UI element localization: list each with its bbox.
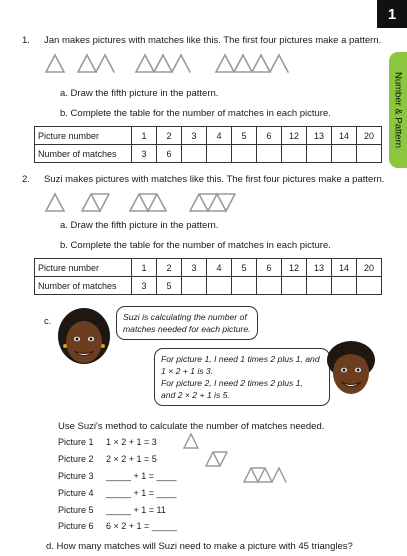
suzi-illustration [324, 340, 378, 400]
question-2d: d. How many matches will Suzi need to make a picture with 45 triangles? [46, 541, 353, 552]
answer-cell[interactable] [232, 277, 257, 295]
table-row [35, 259, 382, 277]
method-expression[interactable]: _____ + 1 = 11 [106, 505, 166, 515]
bubble-line: Suzi is calculating the number of [123, 312, 247, 322]
table-cell: 3 [182, 127, 207, 145]
answer-cell[interactable] [282, 145, 307, 163]
question-2c-label: c. [44, 316, 52, 327]
question-1-text: Jan makes pictures with matches like this. The first four pictures make a pattern. [44, 35, 382, 46]
table-cell: 4 [207, 127, 232, 145]
question-2-table [34, 258, 382, 295]
answer-cell[interactable] [332, 277, 357, 295]
pattern-picture-2 [82, 194, 109, 211]
bubble-line: and 2 × 2 + 1 is 5. [161, 390, 230, 400]
page-number: 1 [377, 0, 407, 28]
row-label: Number of matches [35, 145, 132, 163]
table-row [35, 127, 382, 145]
bubble-line: matches needed for each picture. [123, 324, 251, 334]
question-1a: a. Draw the fifth picture in the pattern. [60, 88, 219, 99]
method-expression[interactable]: _____ + 1 = ____ [106, 471, 177, 481]
table-cell: 4 [207, 259, 232, 277]
question-1-table [34, 126, 382, 163]
table-cell: 2 [157, 259, 182, 277]
pattern-picture-1 [46, 194, 64, 211]
table-cell: 12 [282, 127, 307, 145]
method-expression[interactable]: _____ + 1 = ____ [106, 488, 177, 498]
table-cell: 3 [132, 277, 157, 295]
method-triangles [180, 432, 300, 490]
method-expression: 1 × 2 + 1 = 3 [106, 437, 157, 447]
answer-cell[interactable] [282, 277, 307, 295]
girl-illustration [56, 306, 112, 372]
answer-cell[interactable] [307, 277, 332, 295]
table-cell: 6 [157, 145, 182, 163]
answer-cell[interactable] [182, 145, 207, 163]
table-cell: 3 [182, 259, 207, 277]
question-1b: b. Complete the table for the number of matches in each picture. [60, 108, 331, 119]
answer-cell[interactable] [257, 145, 282, 163]
answer-cell[interactable] [332, 145, 357, 163]
table-cell: 12 [282, 259, 307, 277]
pattern-picture-3 [136, 55, 190, 72]
method-label: Picture 5 [58, 505, 94, 515]
answer-cell[interactable] [257, 277, 282, 295]
section-tab [389, 52, 407, 168]
question-1-number: 1. [22, 35, 30, 46]
jan-match-pattern [40, 52, 340, 74]
answer-cell[interactable] [357, 277, 382, 295]
table-cell: 13 [307, 127, 332, 145]
speech-bubble-1 [116, 306, 258, 340]
table-cell: 6 [257, 259, 282, 277]
table-cell: 14 [332, 259, 357, 277]
table-cell: 14 [332, 127, 357, 145]
table-row [35, 145, 382, 163]
table-cell: 1 [132, 259, 157, 277]
question-2b: b. Complete the table for the number of matches in each picture. [60, 240, 331, 251]
table-cell: 5 [232, 127, 257, 145]
answer-cell[interactable] [232, 145, 257, 163]
method-label: Picture 3 [58, 471, 94, 481]
method-picture-3 [244, 468, 286, 482]
table-cell: 20 [357, 127, 382, 145]
method-picture-1 [184, 434, 198, 448]
question-2-text: Suzi makes pictures with matches like this. The first four pictures make a pattern. [44, 174, 385, 185]
table-cell: 6 [257, 127, 282, 145]
method-expression[interactable]: 6 × 2 + 1 = _____ [106, 521, 177, 531]
method-label: Picture 1 [58, 437, 94, 447]
table-cell: 1 [132, 127, 157, 145]
method-label: Picture 4 [58, 488, 94, 498]
pattern-picture-2 [78, 55, 114, 72]
answer-cell[interactable] [182, 277, 207, 295]
answer-cell[interactable] [207, 145, 232, 163]
bubble-line: For picture 1, I need 1 times 2 plus 1, and [161, 354, 320, 364]
row-label: Number of matches [35, 277, 132, 295]
question-2-number: 2. [22, 174, 30, 185]
table-cell: 3 [132, 145, 157, 163]
suzi-match-pattern [40, 190, 270, 214]
answer-cell[interactable] [207, 277, 232, 295]
question-2a: a. Draw the fifth picture in the pattern. [60, 220, 219, 231]
bubble-line: 1 × 2 + 1 is 3. [161, 366, 214, 376]
pattern-picture-4 [216, 55, 288, 72]
table-cell: 2 [157, 127, 182, 145]
method-expression: 2 × 2 + 1 = 5 [106, 454, 157, 464]
pattern-picture-4 [190, 194, 235, 211]
bubble-line: For picture 2, I need 2 times 2 plus 1, [161, 378, 303, 388]
method-label: Picture 6 [58, 521, 94, 531]
answer-cell[interactable] [307, 145, 332, 163]
row-label: Picture number [35, 127, 132, 145]
table-cell: 5 [232, 259, 257, 277]
method-picture-2 [206, 452, 227, 466]
row-label: Picture number [35, 259, 132, 277]
table-cell: 13 [307, 259, 332, 277]
method-instruction: Use Suzi's method to calculate the number of matches needed. [58, 421, 325, 432]
table-cell: 20 [357, 259, 382, 277]
method-label: Picture 2 [58, 454, 94, 464]
table-cell: 5 [157, 277, 182, 295]
speech-bubble-2 [154, 348, 330, 406]
answer-cell[interactable] [357, 145, 382, 163]
pattern-picture-3 [130, 194, 166, 211]
table-row [35, 277, 382, 295]
pattern-picture-1 [46, 55, 64, 72]
section-tab-label: Number & Pattern [392, 71, 404, 149]
